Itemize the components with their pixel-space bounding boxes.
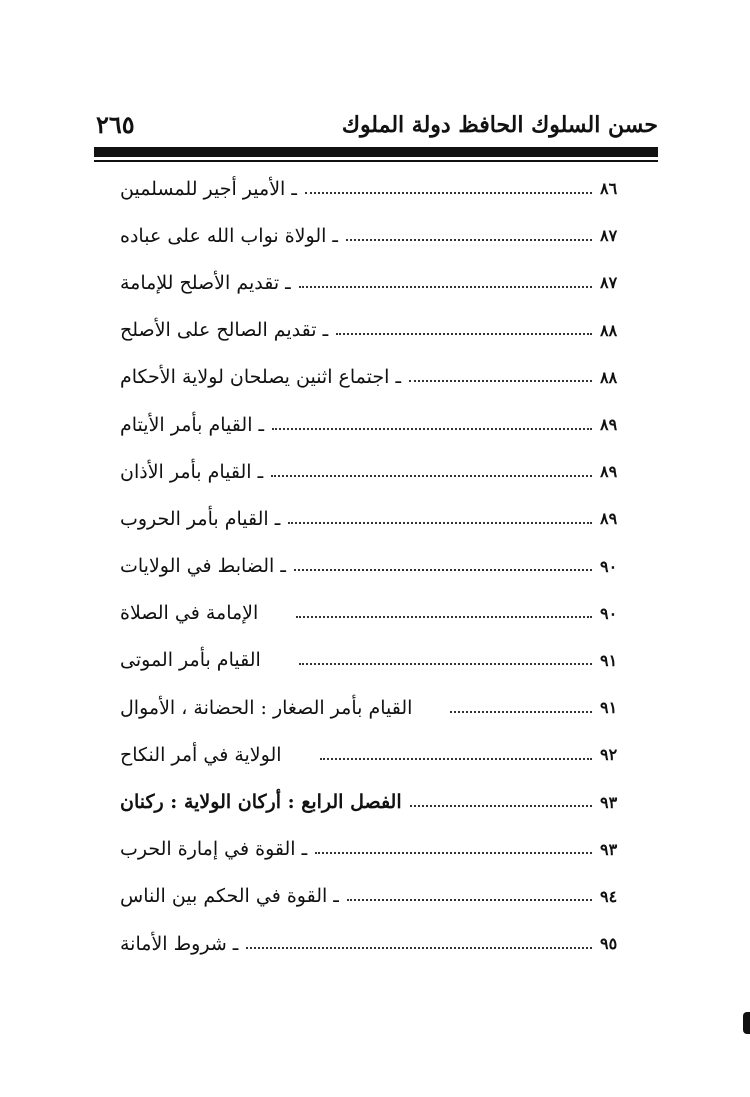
toc-entry-title: ـ اجتماع اثنين يصلحان لولاية الأحكام [120, 366, 402, 389]
toc-entry [110, 873, 640, 920]
toc-entry [110, 165, 640, 212]
toc-entry [110, 920, 640, 967]
toc-entry [110, 212, 640, 259]
toc-entry [110, 495, 640, 542]
header-rule-thin [94, 160, 658, 162]
page-number: ٢٦٥ [96, 110, 135, 139]
toc-entry-page: ٩١ [600, 650, 618, 670]
toc-entry-title: القيام بأمر الموتى [120, 649, 261, 672]
toc-entry-page: ٩٢ [600, 745, 618, 765]
toc-entry [110, 259, 640, 306]
toc-entry [110, 731, 640, 778]
toc-entry-page: ٨٧ [600, 273, 618, 293]
toc-entry [110, 307, 640, 354]
toc-leader-dots [299, 663, 592, 665]
toc-leader-dots [271, 475, 592, 477]
toc-entry [110, 826, 640, 873]
toc-leader-dots [296, 616, 592, 618]
toc-entry-page: ٩١ [600, 698, 618, 718]
table-of-contents [110, 165, 640, 967]
toc-entry-page: ٨٧ [600, 226, 618, 246]
toc-entry-title: ـ القيام بأمر الأذان [120, 460, 264, 483]
toc-entry [110, 590, 640, 637]
toc-entry-page: ٩٣ [600, 792, 618, 812]
toc-entry [110, 684, 640, 731]
toc-entry-title: ـ القوة في الحكم بين الناس [120, 885, 339, 908]
toc-entry [110, 354, 640, 401]
page-edge-mark [743, 1012, 750, 1034]
toc-entry-page: ٨٨ [600, 367, 618, 387]
toc-entry-title: ـ القوة في إمارة الحرب [120, 838, 308, 861]
toc-entry-title: ـ الأمير أجير للمسلمين [120, 177, 297, 200]
toc-leader-dots [409, 380, 592, 382]
toc-entry-title: ـ شروط الأمانة [120, 932, 239, 955]
toc-entry-page: ٨٩ [600, 415, 618, 435]
running-title: حسن السلوك الحافظ دولة الملوك [341, 112, 658, 138]
toc-leader-dots [347, 899, 592, 901]
toc-leader-dots [288, 522, 592, 524]
toc-entry-title: ـ الضابط في الولايات [120, 555, 286, 578]
toc-leader-dots [305, 192, 592, 194]
toc-entry-title: ـ تقديم الصالح على الأصلح [120, 319, 329, 342]
toc-chapter-heading [110, 778, 640, 825]
toc-entry-page: ٩٣ [600, 839, 618, 859]
toc-entry [110, 637, 640, 684]
toc-entry-title: ـ الولاة نواب الله على عباده [120, 224, 338, 247]
toc-entry-title: ـ تقديم الأصلح للإمامة [120, 271, 291, 294]
toc-leader-dots [450, 711, 592, 713]
page-header [96, 108, 658, 144]
toc-entry-page: ٩٤ [600, 886, 618, 906]
toc-leader-dots [315, 852, 592, 854]
toc-entry-title: الإمامة في الصلاة [120, 602, 259, 625]
toc-leader-dots [299, 286, 592, 288]
toc-entry-page: ٩٥ [600, 934, 618, 954]
toc-entry [110, 401, 640, 448]
toc-entry-page: ٨٩ [600, 509, 618, 529]
toc-entry-page: ٩٠ [600, 556, 618, 576]
toc-entry-title: ـ القيام بأمر الحروب [120, 507, 281, 530]
toc-entry-title: الفصل الرابع : أركان الولاية : ركنان [120, 791, 402, 814]
toc-leader-dots [346, 239, 592, 241]
toc-entry-page: ٨٩ [600, 462, 618, 482]
toc-entry-title: الولاية في أمر النكاح [120, 743, 282, 766]
toc-entry-page: ٨٦ [600, 179, 618, 199]
toc-leader-dots [272, 428, 592, 430]
toc-entry-page: ٨٨ [600, 320, 618, 340]
toc-entry [110, 448, 640, 495]
toc-entry-title: ـ القيام بأمر الأيتام [120, 413, 265, 436]
toc-entry-title: القيام بأمر الصغار : الحضانة ، الأموال [120, 696, 413, 719]
toc-leader-dots [294, 569, 592, 571]
toc-leader-dots [410, 805, 592, 807]
toc-leader-dots [336, 333, 592, 335]
toc-leader-dots [246, 947, 592, 949]
toc-leader-dots [320, 758, 592, 760]
toc-entry-page: ٩٠ [600, 603, 618, 623]
toc-entry [110, 543, 640, 590]
header-rule-thick [94, 147, 658, 157]
